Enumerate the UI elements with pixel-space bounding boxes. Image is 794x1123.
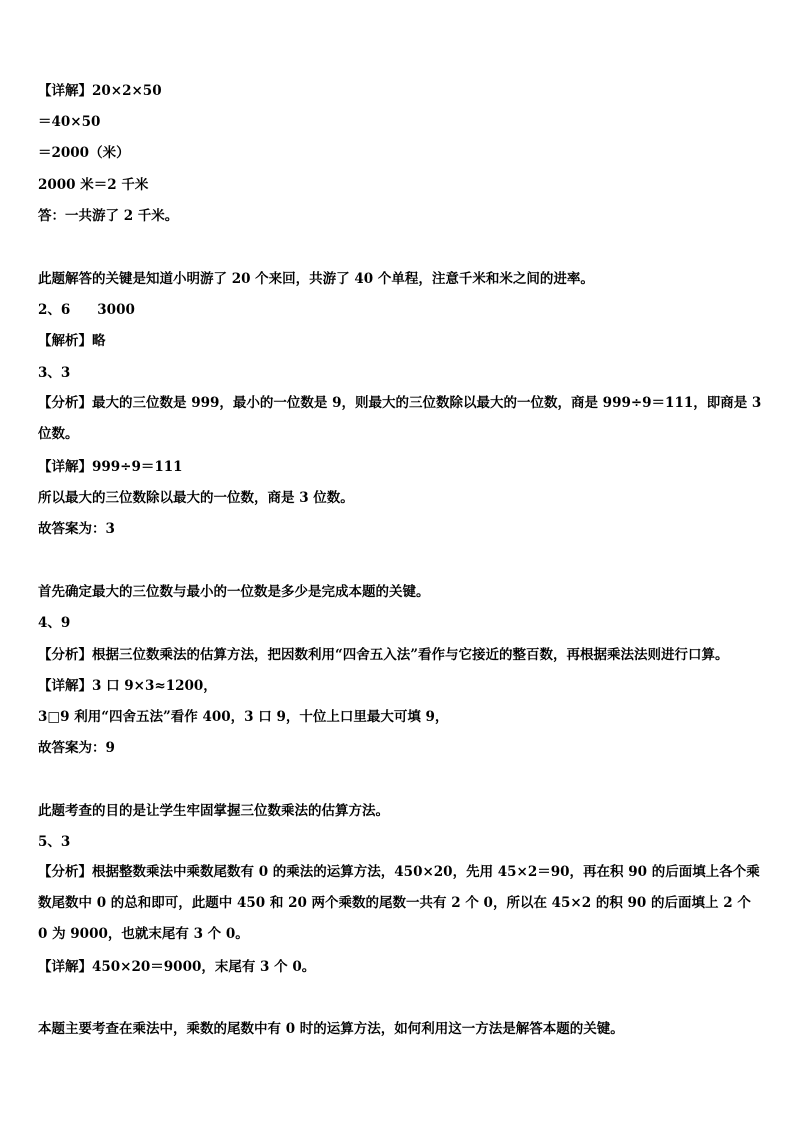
text-line-21: 5、3 — [38, 834, 71, 850]
text-line-4: 2000 米＝2 千米 — [38, 177, 149, 193]
text-line-9: 3、3 — [38, 365, 71, 381]
text-line-22: 【分析】根据整数乘法中乘数尾数有 0 的乘法的运算方法，450×20，先用 45×2＝90，再在积 90 的后面填上各个乘数尾数中 0 的总和即可，此题中 450 和 20 两个乘数的尾数一共有 2 个 0，所以在 45×2 的积 90 的后面填上 2 个 0 为 9000，也就末尾有 3 个 0。 — [38, 864, 760, 942]
text-line-18: 3□9 利用“四舍五法”看作 400，3 口 9，十位上口里最大可填 9， — [38, 709, 449, 725]
text-line-10: 【分析】最大的三位数是 999，最小的一位数是 9，则最大的三位数除以最大的一位数，商是 999÷9＝111，即商是 3 位数。 — [38, 395, 762, 442]
text-line-14: 首先确定最大的三位数与最小的一位数是多少是完成本题的关键。 — [38, 584, 430, 600]
text-line-20: 此题考查的目的是让学生牢固掌握三位数乘法的估算方法。 — [38, 803, 389, 819]
text-line-12: 所以最大的三位数除以最大的一位数，商是 3 位数。 — [38, 490, 354, 506]
text-line-23: 【详解】450×20＝9000，末尾有 3 个 0。 — [38, 959, 316, 975]
text-line-11: 【详解】999÷9＝111 — [38, 459, 183, 475]
text-line-16: 【分析】根据三位数乘法的估算方法，把因数利用“四舍五入法”看作与它接近的整百数，再根据乘法法则进行口算。 — [38, 647, 729, 663]
text-line-15: 4、9 — [38, 615, 71, 631]
text-line-19: 故答案为：9 — [38, 740, 115, 756]
text-line-7: 2、6 3000 — [38, 302, 135, 318]
text-line-24: 本题主要考查在乘法中，乘数的尾数中有 0 时的运算方法，如何利用这一方法是解答本题的关键。 — [38, 1021, 624, 1037]
text-line-8: 【解析】略 — [38, 333, 106, 349]
text-line-5: 答：一共游了 2 千米。 — [38, 208, 179, 224]
text-line-2: ＝40×50 — [38, 114, 101, 130]
text-line-17: 【详解】3 口 9×3≈1200， — [38, 678, 217, 694]
text-line-1: 【详解】20×2×50 — [38, 83, 162, 99]
text-line-13: 故答案为：3 — [38, 521, 115, 537]
text-line-6: 此题解答的关键是知道小明游了 20 个来回，共游了 40 个单程，注意千米和米之间的进率。 — [38, 271, 594, 287]
text-line-3: ＝2000（米） — [38, 145, 130, 161]
